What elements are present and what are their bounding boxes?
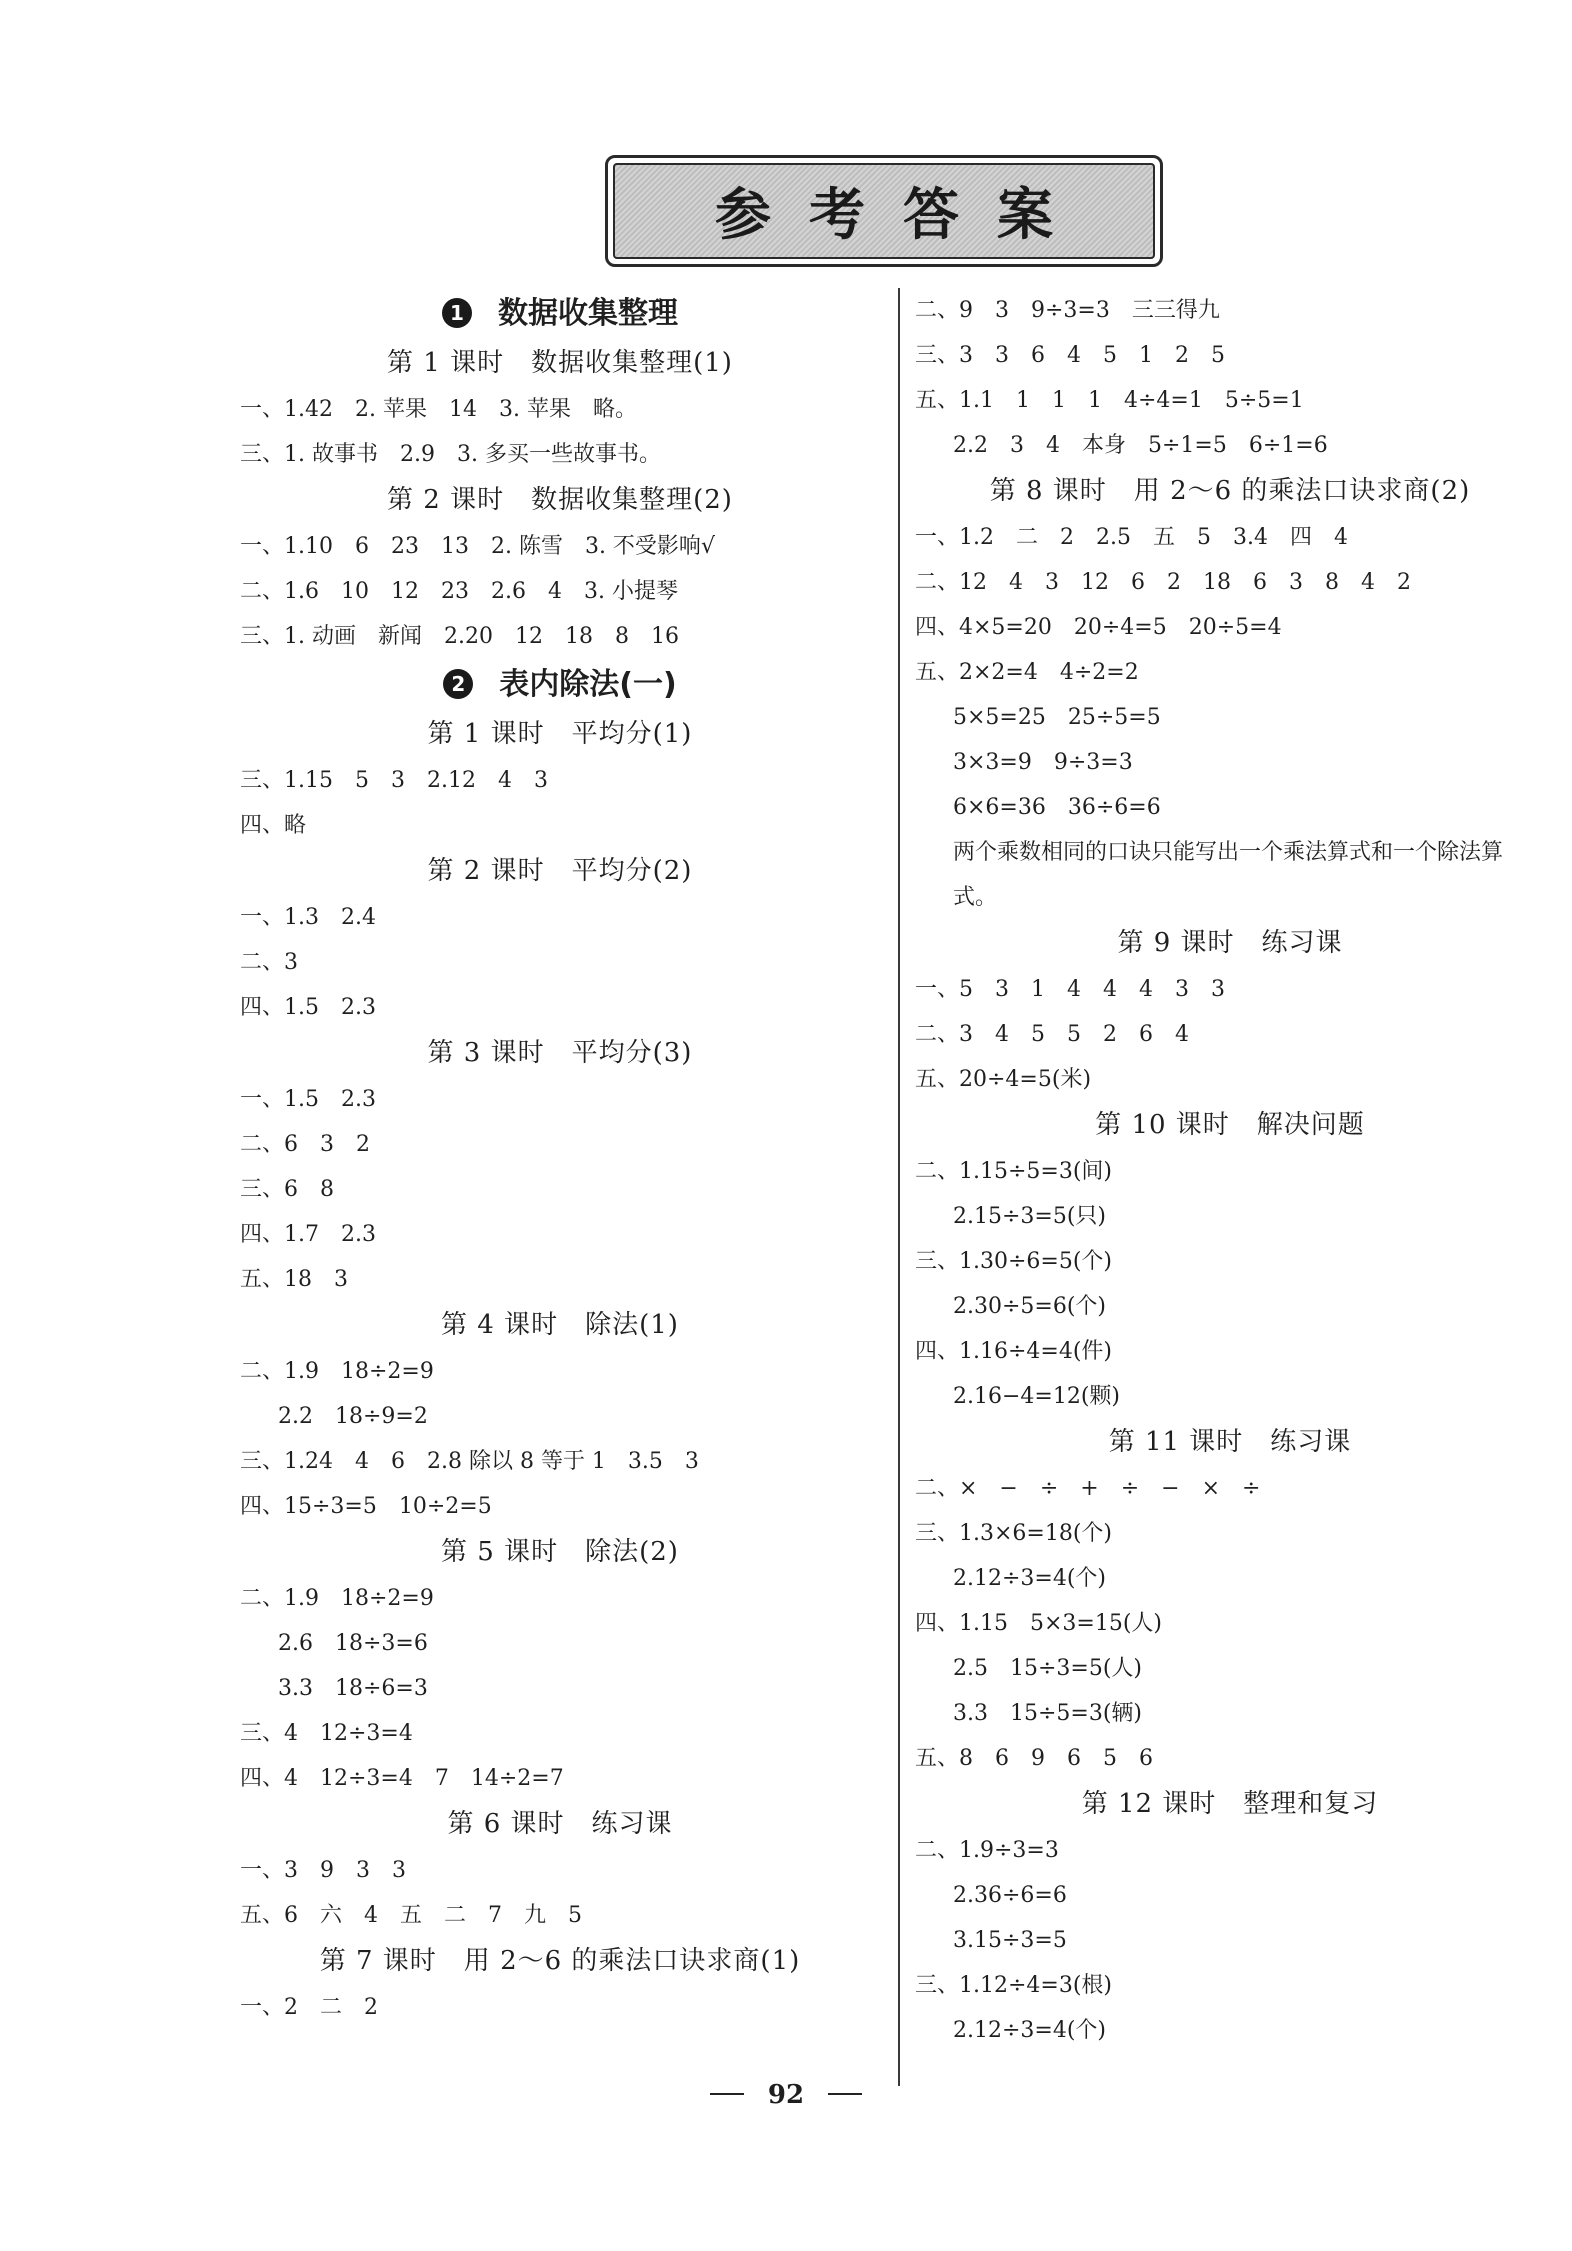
lesson-heading: 第 12 课时 整理和复习 bbox=[1081, 1789, 1379, 1819]
lesson-heading: 第 10 课时 解决问题 bbox=[1095, 1110, 1365, 1140]
answer-line: 一、1.3 2.4 bbox=[240, 905, 376, 930]
lesson-heading: 第 2 课时 数据收集整理(2) bbox=[387, 485, 733, 515]
answer-line: 四、1.15 5×3=15(人) bbox=[915, 1611, 1163, 1636]
answer-line: 四、15÷3=5 10÷2=5 bbox=[240, 1494, 492, 1519]
footer-dash-right bbox=[828, 2093, 862, 2095]
answer-line: 2.36÷6=6 bbox=[953, 1883, 1067, 1908]
answer-line: 三、1.3×6=18(个) bbox=[915, 1521, 1113, 1546]
answer-line: 五、18 3 bbox=[240, 1267, 348, 1292]
answer-line: 一、5 3 1 4 4 4 3 3 bbox=[915, 977, 1225, 1002]
answer-line: 二、6 3 2 bbox=[240, 1132, 370, 1157]
answer-line: 2.12÷3=4(个) bbox=[953, 2018, 1107, 2043]
answer-line: 五、6 六 4 五 二 7 九 5 bbox=[240, 1903, 582, 1928]
answer-line: 一、3 9 3 3 bbox=[240, 1858, 406, 1883]
answer-line: 一、2 二 2 bbox=[240, 1995, 378, 2020]
answer-line: 3.3 15÷5=3(辆) bbox=[953, 1701, 1143, 1726]
answer-line: 2.6 18÷3=6 bbox=[278, 1631, 428, 1656]
answer-line: 二、× − ÷ + ÷ − × ÷ bbox=[915, 1476, 1261, 1501]
title-box bbox=[605, 155, 1163, 267]
answer-line: 二、1.9÷3=3 bbox=[915, 1838, 1059, 1863]
answer-line: 二、1.15÷5=3(间) bbox=[915, 1159, 1113, 1184]
page-number: 92 bbox=[767, 2080, 805, 2110]
answer-line: 四、1.16÷4=4(件) bbox=[915, 1339, 1113, 1364]
answer-line: 三、1.15 5 3 2.12 4 3 bbox=[240, 768, 548, 793]
answer-line: 五、2×2=4 4÷2=2 bbox=[915, 660, 1139, 685]
unit-number-badge: 1 bbox=[442, 298, 472, 328]
answer-line: 3×3=9 9÷3=3 bbox=[953, 750, 1133, 775]
lesson-heading: 第 11 课时 练习课 bbox=[1108, 1427, 1352, 1457]
answer-line: 2.2 3 4 本身 5÷1=5 6÷1=6 bbox=[953, 433, 1328, 458]
answer-line: 二、12 4 3 12 6 2 18 6 3 8 4 2 bbox=[915, 570, 1411, 595]
answer-line: 二、1.9 18÷2=9 bbox=[240, 1586, 434, 1611]
answer-line: 四、4×5=20 20÷4=5 20÷5=4 bbox=[915, 615, 1282, 640]
answer-line: 三、3 3 6 4 5 1 2 5 bbox=[915, 343, 1225, 368]
unit-heading bbox=[240, 288, 880, 340]
answer-line: 四、1.7 2.3 bbox=[240, 1222, 376, 1247]
answer-line: 三、1.30÷6=5(个) bbox=[915, 1249, 1113, 1274]
answer-line: 一、1.5 2.3 bbox=[240, 1087, 376, 1112]
lesson-heading: 第 6 课时 练习课 bbox=[447, 1809, 673, 1839]
answer-line: 3.3 18÷6=3 bbox=[278, 1676, 428, 1701]
answer-line: 三、1. 故事书 2.9 3. 多买一些故事书。 bbox=[240, 442, 661, 467]
page-title: 参考答案 bbox=[613, 163, 1155, 259]
lesson-heading: 第 4 课时 除法(1) bbox=[441, 1310, 679, 1340]
answer-line: 三、4 12÷3=4 bbox=[240, 1721, 413, 1746]
column-divider bbox=[898, 288, 900, 2086]
answer-line: 五、20÷4=5(米) bbox=[915, 1067, 1092, 1092]
answer-line: 6×6=36 36÷6=6 bbox=[953, 795, 1161, 820]
unit-title: 数据收集整理 bbox=[498, 296, 678, 331]
answer-note: 两个乘数相同的口诀只能写出一个乘法算式和一个除法算式。 bbox=[953, 840, 1504, 910]
answer-line: 三、6 8 bbox=[240, 1177, 334, 1202]
right-column bbox=[915, 288, 1545, 2053]
lesson-heading: 第 9 课时 练习课 bbox=[1117, 928, 1343, 958]
answer-line: 三、1.12÷4=3(根) bbox=[915, 1973, 1113, 1998]
unit-title: 表内除法(一) bbox=[499, 667, 677, 702]
answer-line: 四、4 12÷3=4 7 14÷2=7 bbox=[240, 1766, 564, 1791]
answer-line: 三、1. 动画 新闻 2.20 12 18 8 16 bbox=[240, 624, 679, 649]
lesson-heading: 第 3 课时 平均分(3) bbox=[427, 1038, 693, 1068]
unit-number-badge: 2 bbox=[443, 669, 473, 699]
left-column bbox=[240, 288, 880, 2030]
answer-line: 3.15÷3=5 bbox=[953, 1928, 1067, 1953]
lesson-heading: 第 5 课时 除法(2) bbox=[441, 1537, 679, 1567]
answer-line: 四、1.5 2.3 bbox=[240, 995, 376, 1020]
answer-line: 二、9 3 9÷3=3 三三得九 bbox=[915, 298, 1220, 323]
answer-line: 5×5=25 25÷5=5 bbox=[953, 705, 1161, 730]
answer-line: 2.12÷3=4(个) bbox=[953, 1566, 1107, 1591]
answer-line: 2.16−4=12(颗) bbox=[953, 1384, 1121, 1409]
answer-line: 2.30÷5=6(个) bbox=[953, 1294, 1107, 1319]
lesson-heading: 第 8 课时 用 2～6 的乘法口诀求商(2) bbox=[989, 476, 1471, 506]
lesson-heading: 第 7 课时 用 2～6 的乘法口诀求商(1) bbox=[319, 1946, 801, 1976]
lesson-heading: 第 2 课时 平均分(2) bbox=[427, 856, 693, 886]
answer-line: 五、8 6 9 6 5 6 bbox=[915, 1746, 1153, 1771]
answer-line: 2.15÷3=5(只) bbox=[953, 1204, 1107, 1229]
answer-line: 五、1.1 1 1 1 4÷4=1 5÷5=1 bbox=[915, 388, 1304, 413]
answer-line: 二、3 bbox=[240, 950, 298, 975]
answer-line: 二、1.9 18÷2=9 bbox=[240, 1359, 434, 1384]
lesson-heading: 第 1 课时 平均分(1) bbox=[427, 719, 693, 749]
answer-line: 二、3 4 5 5 2 6 4 bbox=[915, 1022, 1189, 1047]
unit-heading bbox=[240, 659, 880, 711]
lesson-heading: 第 1 课时 数据收集整理(1) bbox=[387, 348, 733, 378]
answer-line: 2.2 18÷9=2 bbox=[278, 1404, 428, 1429]
answer-line: 二、1.6 10 12 23 2.6 4 3. 小提琴 bbox=[240, 579, 678, 604]
footer-dash-left bbox=[710, 2093, 744, 2095]
answer-line: 一、1.2 二 2 2.5 五 5 3.4 四 4 bbox=[915, 525, 1348, 550]
answer-line: 一、1.42 2. 苹果 14 3. 苹果 略。 bbox=[240, 397, 637, 422]
answer-line: 2.5 15÷3=5(人) bbox=[953, 1656, 1143, 1681]
answer-line: 四、略 bbox=[240, 813, 307, 838]
answer-line: 一、1.10 6 23 13 2. 陈雪 3. 不受影响√ bbox=[240, 534, 715, 559]
answer-line: 三、1.24 4 6 2.8 除以 8 等于 1 3.5 3 bbox=[240, 1449, 699, 1474]
page-footer bbox=[0, 2080, 1572, 2110]
